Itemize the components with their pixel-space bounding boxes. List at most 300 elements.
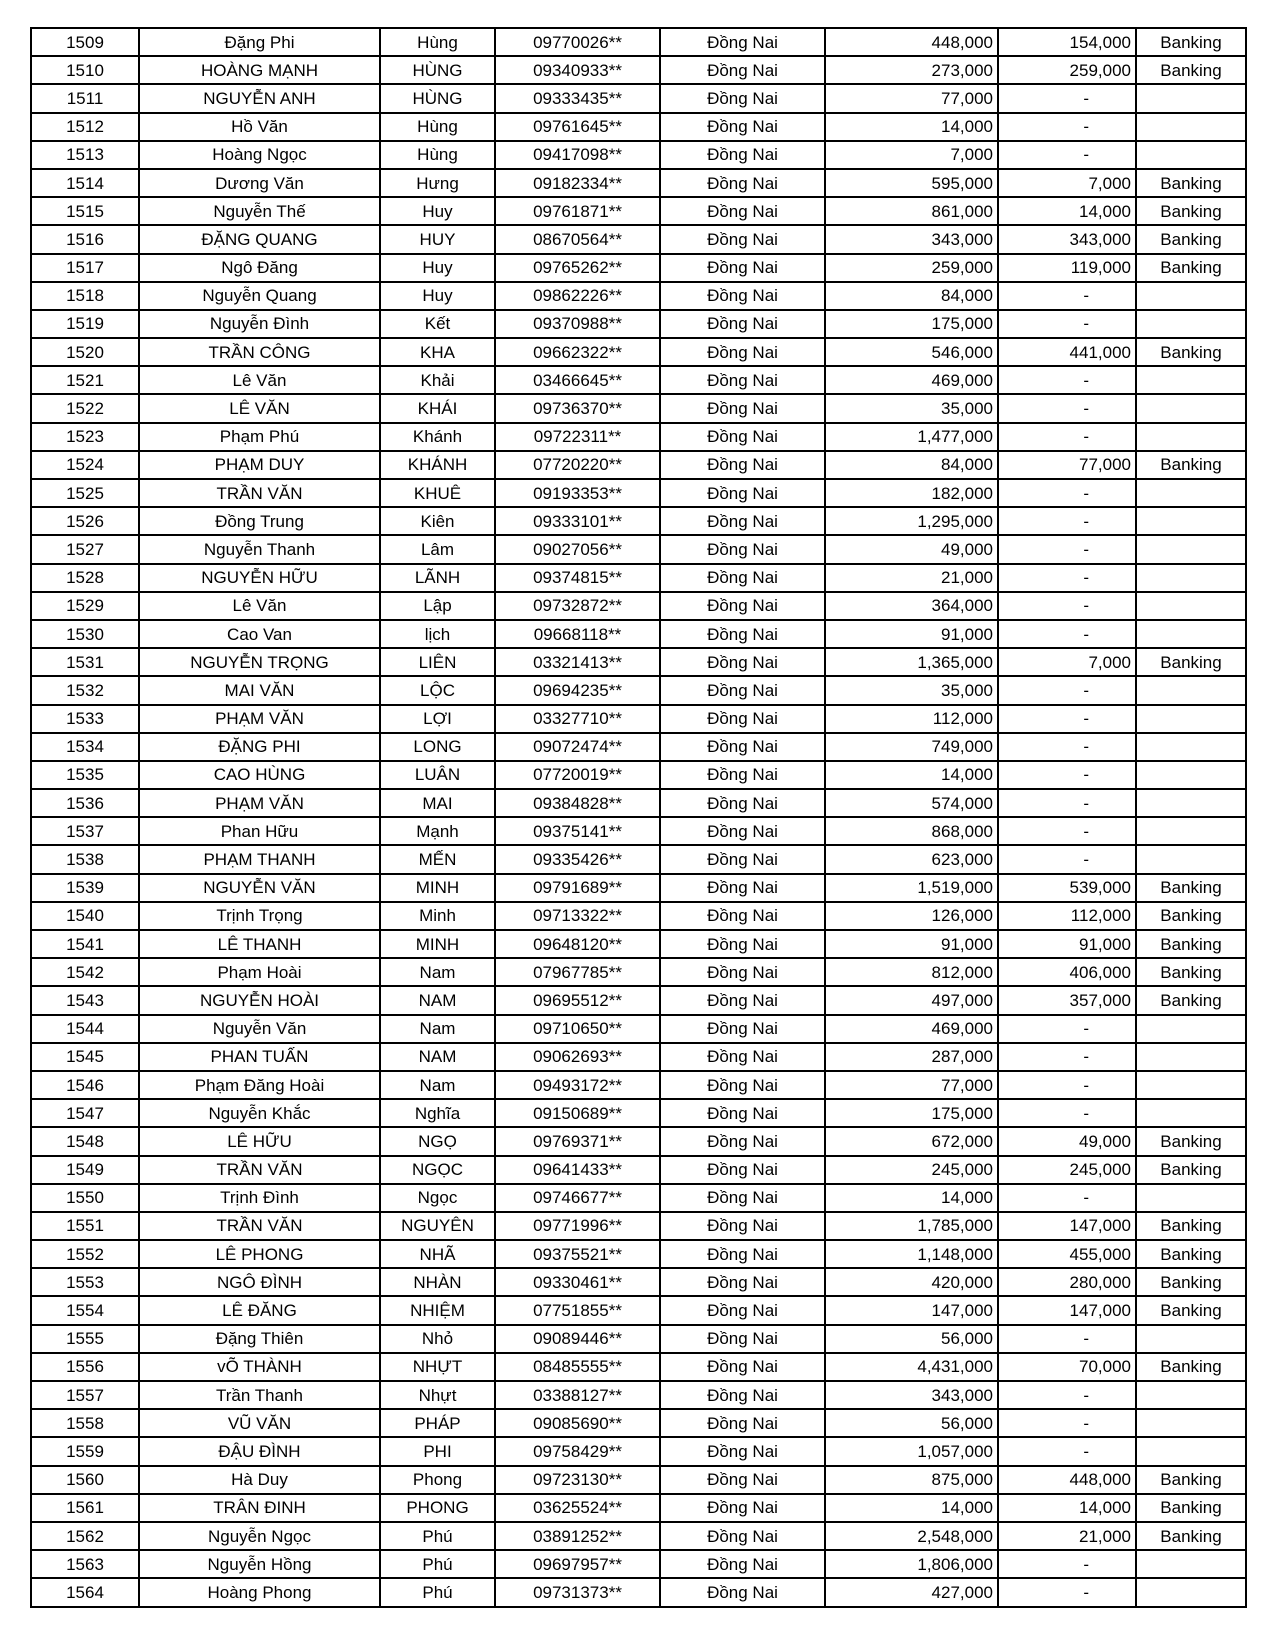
paid-amount-cell: - — [998, 423, 1136, 451]
province-cell: Đồng Nai — [660, 1268, 825, 1296]
paid-amount-cell: 119,000 — [998, 254, 1136, 282]
last-name-cell: HÙNG — [380, 56, 495, 84]
table-row — [31, 1494, 1246, 1522]
amount-cell: 14,000 — [825, 113, 998, 141]
last-name-cell: Phú — [380, 1522, 495, 1550]
first-name-cell: Nguyễn Quang — [139, 282, 380, 310]
table-row — [31, 282, 1246, 310]
amount-cell: 749,000 — [825, 733, 998, 761]
table-row — [31, 648, 1246, 676]
province-cell: Đồng Nai — [660, 366, 825, 394]
amount-cell: 273,000 — [825, 56, 998, 84]
last-name-cell: Hùng — [380, 113, 495, 141]
row-id-cell: 1545 — [31, 1043, 139, 1071]
first-name-cell: LÊ PHONG — [139, 1240, 380, 1268]
amount-cell: 2,548,000 — [825, 1522, 998, 1550]
row-id-cell: 1517 — [31, 254, 139, 282]
payment-method-cell: Banking — [1136, 1353, 1246, 1381]
paid-amount-cell: 357,000 — [998, 986, 1136, 1014]
phone-cell: 09072474** — [495, 733, 660, 761]
first-name-cell: HOÀNG MẠNH — [139, 56, 380, 84]
paid-amount-cell: 112,000 — [998, 902, 1136, 930]
row-id-cell: 1512 — [31, 113, 139, 141]
amount-cell: 497,000 — [825, 986, 998, 1014]
table-row — [31, 1212, 1246, 1240]
last-name-cell: NHỰT — [380, 1353, 495, 1381]
phone-cell: 03327710** — [495, 705, 660, 733]
first-name-cell: NGUYỄN HỮU — [139, 564, 380, 592]
paid-amount-cell: - — [998, 84, 1136, 112]
payment-method-cell: Banking — [1136, 225, 1246, 253]
paid-amount-cell: - — [998, 507, 1136, 535]
first-name-cell: NGUYỄN ANH — [139, 84, 380, 112]
table-row — [31, 958, 1246, 986]
payment-method-cell: Banking — [1136, 1522, 1246, 1550]
paid-amount-cell: 14,000 — [998, 197, 1136, 225]
last-name-cell: MINH — [380, 874, 495, 902]
row-id-cell: 1523 — [31, 423, 139, 451]
row-id-cell: 1527 — [31, 535, 139, 563]
phone-cell: 09713322** — [495, 902, 660, 930]
paid-amount-cell: - — [998, 845, 1136, 873]
last-name-cell: Phú — [380, 1550, 495, 1578]
table-row — [31, 620, 1246, 648]
payment-method-cell — [1136, 282, 1246, 310]
payment-method-cell: Banking — [1136, 958, 1246, 986]
phone-cell: 09374815** — [495, 564, 660, 592]
paid-amount-cell: - — [998, 141, 1136, 169]
paid-amount-cell: 147,000 — [998, 1212, 1136, 1240]
paid-amount-cell: 448,000 — [998, 1466, 1136, 1494]
paid-amount-cell: 91,000 — [998, 930, 1136, 958]
amount-cell: 175,000 — [825, 310, 998, 338]
table-row — [31, 902, 1246, 930]
table-row — [31, 423, 1246, 451]
paid-amount-cell: 406,000 — [998, 958, 1136, 986]
paid-amount-cell: 245,000 — [998, 1156, 1136, 1184]
table-row — [31, 1296, 1246, 1324]
phone-cell: 09062693** — [495, 1043, 660, 1071]
province-cell: Đồng Nai — [660, 1156, 825, 1184]
first-name-cell: Lê Văn — [139, 592, 380, 620]
amount-cell: 56,000 — [825, 1409, 998, 1437]
table-row — [31, 535, 1246, 563]
payment-method-cell: Banking — [1136, 986, 1246, 1014]
paid-amount-cell: - — [998, 1325, 1136, 1353]
row-id-cell: 1509 — [31, 28, 139, 56]
phone-cell: 09335426** — [495, 845, 660, 873]
province-cell: Đồng Nai — [660, 310, 825, 338]
table-row — [31, 1437, 1246, 1465]
payment-method-cell — [1136, 535, 1246, 563]
row-id-cell: 1522 — [31, 394, 139, 422]
last-name-cell: KHA — [380, 338, 495, 366]
table-row — [31, 113, 1246, 141]
amount-cell: 14,000 — [825, 1494, 998, 1522]
row-id-cell: 1516 — [31, 225, 139, 253]
province-cell: Đồng Nai — [660, 1043, 825, 1071]
last-name-cell: LÃNH — [380, 564, 495, 592]
payment-method-cell: Banking — [1136, 28, 1246, 56]
payment-method-cell: Banking — [1136, 1156, 1246, 1184]
phone-cell: 09710650** — [495, 1015, 660, 1043]
last-name-cell: Nhựt — [380, 1381, 495, 1409]
amount-cell: 343,000 — [825, 225, 998, 253]
first-name-cell: LÊ THANH — [139, 930, 380, 958]
province-cell: Đồng Nai — [660, 282, 825, 310]
paid-amount-cell: 343,000 — [998, 225, 1136, 253]
amount-cell: 259,000 — [825, 254, 998, 282]
amount-cell: 1,806,000 — [825, 1550, 998, 1578]
phone-cell: 09648120** — [495, 930, 660, 958]
payment-method-cell: Banking — [1136, 1127, 1246, 1155]
amount-cell: 595,000 — [825, 169, 998, 197]
payment-method-cell — [1136, 479, 1246, 507]
first-name-cell: TRÂN ĐINH — [139, 1494, 380, 1522]
payment-method-cell — [1136, 592, 1246, 620]
phone-cell: 03388127** — [495, 1381, 660, 1409]
last-name-cell: HUY — [380, 225, 495, 253]
row-id-cell: 1526 — [31, 507, 139, 535]
last-name-cell: Kiên — [380, 507, 495, 535]
amount-cell: 56,000 — [825, 1325, 998, 1353]
last-name-cell: Phú — [380, 1578, 495, 1606]
first-name-cell: NGÔ ĐÌNH — [139, 1268, 380, 1296]
province-cell: Đồng Nai — [660, 423, 825, 451]
table-row — [31, 197, 1246, 225]
first-name-cell: ĐẶNG PHI — [139, 733, 380, 761]
paid-amount-cell: - — [998, 1550, 1136, 1578]
phone-cell: 09330461** — [495, 1268, 660, 1296]
first-name-cell: Đặng Thiên — [139, 1325, 380, 1353]
phone-cell: 08670564** — [495, 225, 660, 253]
province-cell: Đồng Nai — [660, 1578, 825, 1606]
row-id-cell: 1555 — [31, 1325, 139, 1353]
province-cell: Đồng Nai — [660, 1071, 825, 1099]
province-cell: Đồng Nai — [660, 733, 825, 761]
table-row — [31, 1578, 1246, 1606]
phone-cell: 08485555** — [495, 1353, 660, 1381]
province-cell: Đồng Nai — [660, 1409, 825, 1437]
payment-method-cell: Banking — [1136, 1212, 1246, 1240]
table-row — [31, 1015, 1246, 1043]
first-name-cell: Cao Van — [139, 620, 380, 648]
paid-amount-cell: - — [998, 1043, 1136, 1071]
payment-method-cell — [1136, 620, 1246, 648]
last-name-cell: Khánh — [380, 423, 495, 451]
payment-method-cell — [1136, 761, 1246, 789]
first-name-cell: LÊ ĐĂNG — [139, 1296, 380, 1324]
row-id-cell: 1525 — [31, 479, 139, 507]
payment-method-cell — [1136, 705, 1246, 733]
table-row — [31, 1127, 1246, 1155]
table-row — [31, 564, 1246, 592]
amount-cell: 147,000 — [825, 1296, 998, 1324]
last-name-cell: KHUÊ — [380, 479, 495, 507]
payment-method-cell — [1136, 507, 1246, 535]
phone-cell: 09722311** — [495, 423, 660, 451]
province-cell: Đồng Nai — [660, 1127, 825, 1155]
payment-method-cell — [1136, 733, 1246, 761]
phone-cell: 09662322** — [495, 338, 660, 366]
first-name-cell: Nguyễn Đình — [139, 310, 380, 338]
row-id-cell: 1544 — [31, 1015, 139, 1043]
last-name-cell: NAM — [380, 1043, 495, 1071]
row-id-cell: 1541 — [31, 930, 139, 958]
first-name-cell: NGUYỄN HOÀI — [139, 986, 380, 1014]
amount-cell: 287,000 — [825, 1043, 998, 1071]
last-name-cell: Nghĩa — [380, 1099, 495, 1127]
province-cell: Đồng Nai — [660, 930, 825, 958]
first-name-cell: Dương Văn — [139, 169, 380, 197]
province-cell: Đồng Nai — [660, 225, 825, 253]
phone-cell: 09791689** — [495, 874, 660, 902]
amount-cell: 1,477,000 — [825, 423, 998, 451]
row-id-cell: 1563 — [31, 1550, 139, 1578]
row-id-cell: 1511 — [31, 84, 139, 112]
row-id-cell: 1530 — [31, 620, 139, 648]
last-name-cell: HÙNG — [380, 84, 495, 112]
payment-method-cell — [1136, 564, 1246, 592]
row-id-cell: 1548 — [31, 1127, 139, 1155]
paid-amount-cell: - — [998, 1015, 1136, 1043]
paid-amount-cell: - — [998, 394, 1136, 422]
payment-method-cell — [1136, 1409, 1246, 1437]
last-name-cell: PHÁP — [380, 1409, 495, 1437]
paid-amount-cell: 441,000 — [998, 338, 1136, 366]
table-body — [31, 28, 1246, 1607]
phone-cell: 09375521** — [495, 1240, 660, 1268]
row-id-cell: 1562 — [31, 1522, 139, 1550]
amount-cell: 623,000 — [825, 845, 998, 873]
paid-amount-cell: - — [998, 733, 1136, 761]
row-id-cell: 1550 — [31, 1184, 139, 1212]
amount-cell: 21,000 — [825, 564, 998, 592]
amount-cell: 1,365,000 — [825, 648, 998, 676]
amount-cell: 861,000 — [825, 197, 998, 225]
last-name-cell: Kết — [380, 310, 495, 338]
amount-cell: 427,000 — [825, 1578, 998, 1606]
phone-cell: 09769371** — [495, 1127, 660, 1155]
province-cell: Đồng Nai — [660, 169, 825, 197]
province-cell: Đồng Nai — [660, 592, 825, 620]
row-id-cell: 1557 — [31, 1381, 139, 1409]
payment-method-cell: Banking — [1136, 451, 1246, 479]
phone-cell: 09085690** — [495, 1409, 660, 1437]
first-name-cell: LÊ VĂN — [139, 394, 380, 422]
table-row — [31, 1240, 1246, 1268]
table-row — [31, 761, 1246, 789]
first-name-cell: vÕ THÀNH — [139, 1353, 380, 1381]
amount-cell: 84,000 — [825, 282, 998, 310]
row-id-cell: 1510 — [31, 56, 139, 84]
amount-cell: 35,000 — [825, 676, 998, 704]
phone-cell: 09193353** — [495, 479, 660, 507]
amount-cell: 364,000 — [825, 592, 998, 620]
row-id-cell: 1547 — [31, 1099, 139, 1127]
first-name-cell: Nguyễn Thế — [139, 197, 380, 225]
last-name-cell: Huy — [380, 197, 495, 225]
table-row — [31, 1268, 1246, 1296]
paid-amount-cell: - — [998, 1437, 1136, 1465]
last-name-cell: Phong — [380, 1466, 495, 1494]
amount-cell: 875,000 — [825, 1466, 998, 1494]
table-row — [31, 479, 1246, 507]
province-cell: Đồng Nai — [660, 845, 825, 873]
province-cell: Đồng Nai — [660, 676, 825, 704]
province-cell: Đồng Nai — [660, 1550, 825, 1578]
first-name-cell: TRẦN CÔNG — [139, 338, 380, 366]
province-cell: Đồng Nai — [660, 1325, 825, 1353]
province-cell: Đồng Nai — [660, 535, 825, 563]
paid-amount-cell: 280,000 — [998, 1268, 1136, 1296]
first-name-cell: Hồ Văn — [139, 113, 380, 141]
amount-cell: 91,000 — [825, 930, 998, 958]
amount-cell: 14,000 — [825, 761, 998, 789]
paid-amount-cell: - — [998, 1409, 1136, 1437]
phone-cell: 09182334** — [495, 169, 660, 197]
phone-cell: 07720220** — [495, 451, 660, 479]
table-row — [31, 310, 1246, 338]
table-row — [31, 1353, 1246, 1381]
first-name-cell: CAO HÙNG — [139, 761, 380, 789]
payment-method-cell: Banking — [1136, 254, 1246, 282]
province-cell: Đồng Nai — [660, 1353, 825, 1381]
first-name-cell: Trịnh Trọng — [139, 902, 380, 930]
last-name-cell: NHÃ — [380, 1240, 495, 1268]
paid-amount-cell: - — [998, 310, 1136, 338]
row-id-cell: 1528 — [31, 564, 139, 592]
province-cell: Đồng Nai — [660, 451, 825, 479]
province-cell: Đồng Nai — [660, 338, 825, 366]
row-id-cell: 1519 — [31, 310, 139, 338]
row-id-cell: 1515 — [31, 197, 139, 225]
amount-cell: 546,000 — [825, 338, 998, 366]
first-name-cell: NGUYỄN TRỌNG — [139, 648, 380, 676]
table-row — [31, 1466, 1246, 1494]
payment-method-cell — [1136, 1325, 1246, 1353]
table-row — [31, 930, 1246, 958]
payment-method-cell: Banking — [1136, 1240, 1246, 1268]
phone-cell: 09493172** — [495, 1071, 660, 1099]
first-name-cell: PHẠM THANH — [139, 845, 380, 873]
phone-cell: 09641433** — [495, 1156, 660, 1184]
last-name-cell: Hùng — [380, 28, 495, 56]
phone-cell: 09668118** — [495, 620, 660, 648]
payment-method-cell — [1136, 84, 1246, 112]
last-name-cell: KHÁNH — [380, 451, 495, 479]
phone-cell: 09770026** — [495, 28, 660, 56]
payment-method-cell: Banking — [1136, 930, 1246, 958]
phone-cell: 09370988** — [495, 310, 660, 338]
paid-amount-cell: 49,000 — [998, 1127, 1136, 1155]
row-id-cell: 1539 — [31, 874, 139, 902]
phone-cell: 09340933** — [495, 56, 660, 84]
payment-method-cell — [1136, 141, 1246, 169]
payment-method-cell: Banking — [1136, 1296, 1246, 1324]
row-id-cell: 1553 — [31, 1268, 139, 1296]
paid-amount-cell: 7,000 — [998, 648, 1136, 676]
first-name-cell: ĐẶNG QUANG — [139, 225, 380, 253]
province-cell: Đồng Nai — [660, 1522, 825, 1550]
phone-cell: 09732872** — [495, 592, 660, 620]
amount-cell: 35,000 — [825, 394, 998, 422]
phone-cell: 09723130** — [495, 1466, 660, 1494]
first-name-cell: Lê Văn — [139, 366, 380, 394]
last-name-cell: Ngọc — [380, 1184, 495, 1212]
last-name-cell: NHIỆM — [380, 1296, 495, 1324]
row-id-cell: 1540 — [31, 902, 139, 930]
row-id-cell: 1556 — [31, 1353, 139, 1381]
payment-method-cell: Banking — [1136, 197, 1246, 225]
payment-method-cell — [1136, 1437, 1246, 1465]
payment-method-cell: Banking — [1136, 902, 1246, 930]
payment-method-cell — [1136, 113, 1246, 141]
amount-cell: 112,000 — [825, 705, 998, 733]
payment-method-cell — [1136, 310, 1246, 338]
table-row — [31, 338, 1246, 366]
row-id-cell: 1535 — [31, 761, 139, 789]
table-row — [31, 592, 1246, 620]
table-row — [31, 1522, 1246, 1550]
paid-amount-cell: - — [998, 705, 1136, 733]
province-cell: Đồng Nai — [660, 1466, 825, 1494]
row-id-cell: 1549 — [31, 1156, 139, 1184]
province-cell: Đồng Nai — [660, 902, 825, 930]
table-row — [31, 676, 1246, 704]
first-name-cell: Hoàng Phong — [139, 1578, 380, 1606]
table-row — [31, 1099, 1246, 1127]
paid-amount-cell: - — [998, 676, 1136, 704]
payment-method-cell — [1136, 1184, 1246, 1212]
last-name-cell: Hùng — [380, 141, 495, 169]
last-name-cell: Lập — [380, 592, 495, 620]
phone-cell: 03321413** — [495, 648, 660, 676]
table-row — [31, 507, 1246, 535]
last-name-cell: Huy — [380, 254, 495, 282]
phone-cell: 09384828** — [495, 789, 660, 817]
row-id-cell: 1561 — [31, 1494, 139, 1522]
table-row — [31, 28, 1246, 56]
province-cell: Đồng Nai — [660, 564, 825, 592]
paid-amount-cell: - — [998, 1099, 1136, 1127]
payment-method-cell: Banking — [1136, 169, 1246, 197]
payment-method-cell — [1136, 817, 1246, 845]
table-row — [31, 1071, 1246, 1099]
province-cell: Đồng Nai — [660, 1296, 825, 1324]
phone-cell: 09027056** — [495, 535, 660, 563]
last-name-cell: lịch — [380, 620, 495, 648]
amount-cell: 91,000 — [825, 620, 998, 648]
last-name-cell: PHI — [380, 1437, 495, 1465]
amount-cell: 14,000 — [825, 1184, 998, 1212]
table-row — [31, 1550, 1246, 1578]
row-id-cell: 1543 — [31, 986, 139, 1014]
last-name-cell: MINH — [380, 930, 495, 958]
phone-cell: 07967785** — [495, 958, 660, 986]
phone-cell: 09736370** — [495, 394, 660, 422]
last-name-cell: LIÊN — [380, 648, 495, 676]
table-row — [31, 451, 1246, 479]
row-id-cell: 1524 — [31, 451, 139, 479]
first-name-cell: PHẠM VĂN — [139, 705, 380, 733]
phone-cell: 07751855** — [495, 1296, 660, 1324]
last-name-cell: Hưng — [380, 169, 495, 197]
first-name-cell: Phạm Đăng Hoài — [139, 1071, 380, 1099]
province-cell: Đồng Nai — [660, 197, 825, 225]
paid-amount-cell: 7,000 — [998, 169, 1136, 197]
payment-method-cell: Banking — [1136, 1268, 1246, 1296]
